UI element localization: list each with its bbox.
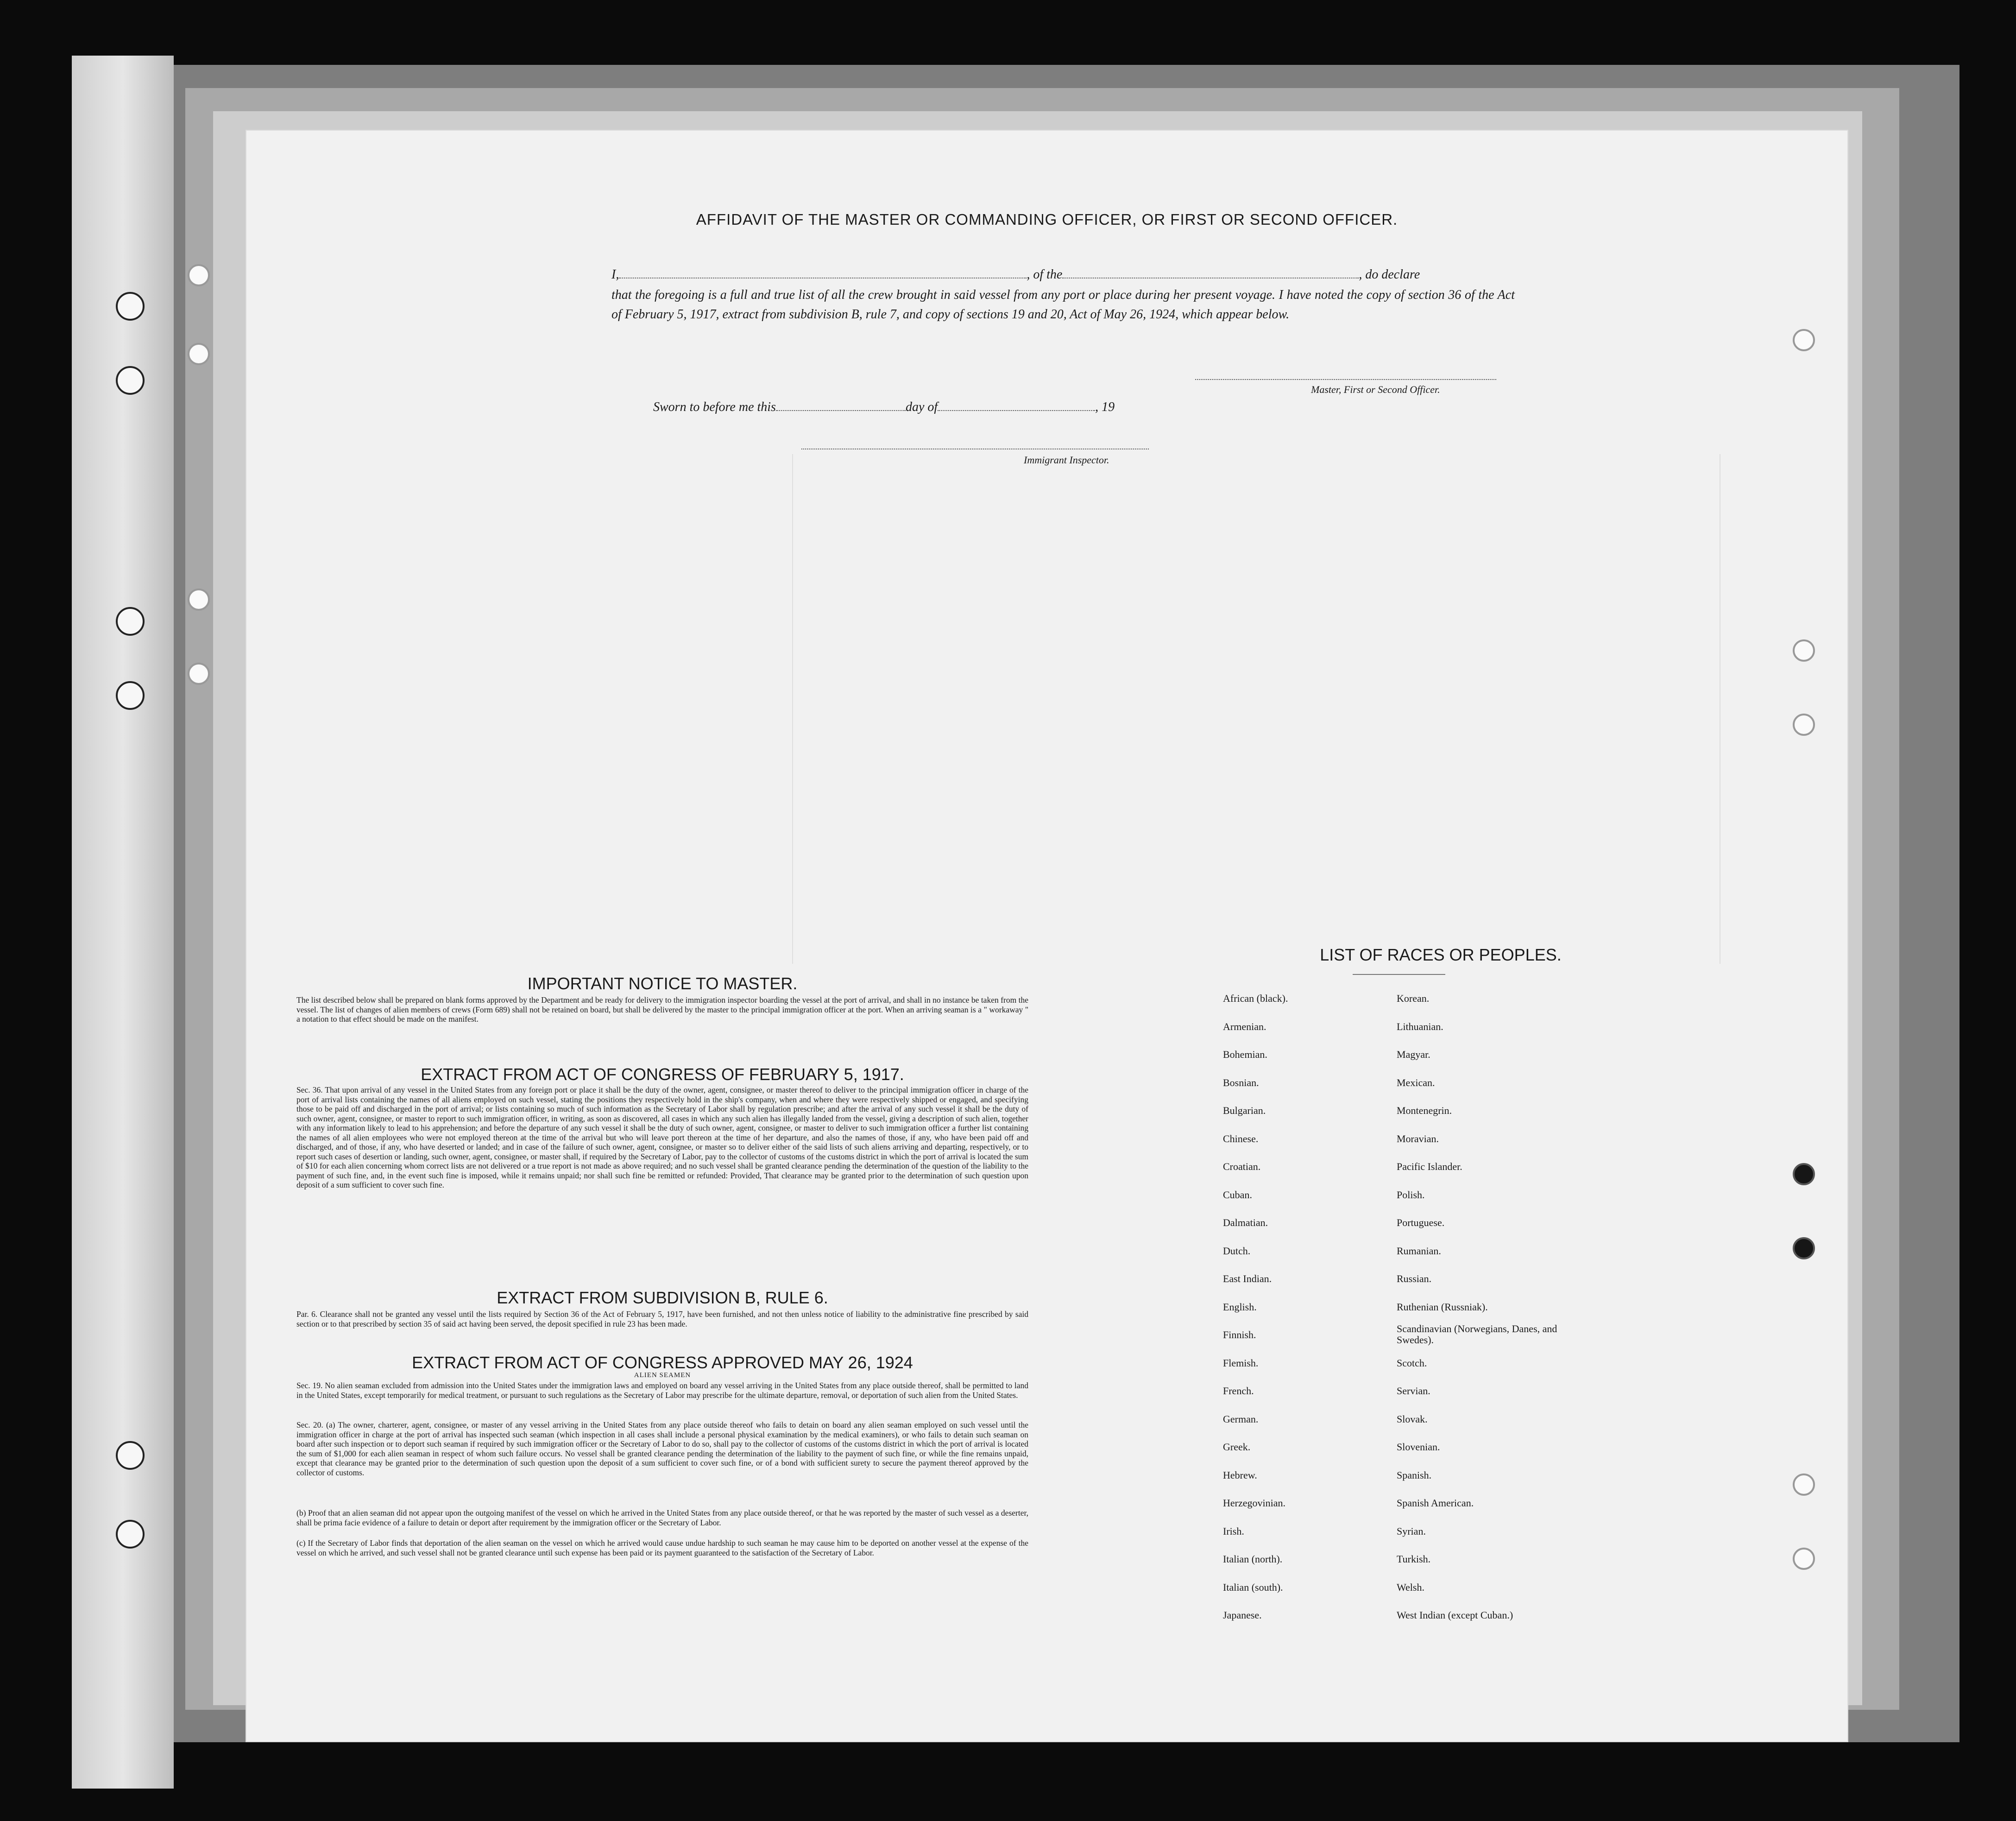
race-item: Turkish. (1397, 1553, 1431, 1565)
race-item: Rumanian. (1397, 1245, 1441, 1257)
race-item: Bohemian. (1223, 1049, 1267, 1060)
sworn-line (653, 398, 1115, 417)
extract-rule6-text: Par. 6. Clearance shall not be granted any vessel until the lists required by Section 36 of the Act of February 5, 1917, have been furnished, and not then unless notice of liability to the administrative fine prescribed by said section or to that prescribed by section 35 of said act having been served, the deposit specified in rule 23 has been made. (296, 1309, 1028, 1328)
affidavit-declaration-line (611, 265, 1760, 285)
extract-rule6-heading: EXTRACT FROM SUBDIVISION B, RULE 6. (497, 1288, 828, 1307)
race-item: German. (1223, 1413, 1259, 1425)
affidavit-do-declare: , do declare (1359, 267, 1420, 282)
year-text: , 19 (1095, 400, 1115, 414)
race-item: Hebrew. (1223, 1469, 1257, 1481)
notice-heading: IMPORTANT NOTICE TO MASTER. (527, 974, 798, 993)
page-hole (188, 343, 210, 365)
page-hole (188, 663, 210, 685)
binder-hole (116, 1520, 145, 1549)
race-item: Portuguese. (1397, 1217, 1445, 1228)
race-item: African (black). (1223, 993, 1288, 1004)
binder-hole (116, 607, 145, 636)
page-hole (188, 264, 210, 286)
race-item: East Indian. (1223, 1273, 1272, 1284)
binder-hole (116, 292, 145, 321)
binder-strip (72, 56, 174, 1789)
race-item: Slovak. (1397, 1413, 1428, 1425)
race-item: Syrian. (1397, 1525, 1426, 1537)
race-item: Finnish. (1223, 1329, 1256, 1340)
page-hole (188, 588, 210, 611)
binder-hole (116, 366, 145, 395)
race-item: Lithuanian. (1397, 1020, 1443, 1032)
race-item: Italian (south). (1223, 1581, 1283, 1593)
race-item: Pacific Islander. (1397, 1161, 1462, 1172)
extract-1917-heading: EXTRACT FROM ACT OF CONGRESS OF FEBRUARY 5, 1917. (421, 1065, 904, 1084)
race-item: Cuban. (1223, 1189, 1252, 1201)
race-item: Slovenian. (1397, 1441, 1440, 1453)
sworn-text: Sworn to before me this (653, 400, 776, 414)
race-item: English. (1223, 1301, 1257, 1313)
race-item: Korean. (1397, 993, 1430, 1004)
race-item: Scandinavian (Norwegians, Danes, and Swedes). (1397, 1323, 1557, 1346)
race-item: West Indian (except Cuban.) (1397, 1609, 1513, 1621)
races-heading: LIST OF RACES OR PEOPLES. (1320, 945, 1562, 964)
extract-1917-text: Sec. 36. That upon arrival of any vessel in the United States from any foreign port or place it shall be the duty of the owner, agent, consignee, or master thereof to deliver to the principal immigration officer in charge of the port of arrival lists containing the names of all aliens employed on such vessel, stating the positions they respectively hold in the ship's company, when and where they were respectively shipped or engaged, and specifying those to be paid off and discharged in the port of arrival; or lists containing so much of such information as the Secretary of Labor shall by regulation prescribe; and after the arrival of any such vessel it shall be the duty of such owner, agent, consignee, or master to report to such immigration officer, in writing, as soon as discovered, all cases in which any such alien has illegally landed from the vessel, giving a description of such alien, together with any information likely to lead to his apprehension; and before the departure of any such vessel it shall be the duty of such owner, agent, consignee, or master to deliver to such immigration officer a further list containing the names of all alien employees who were not employed thereon at the time of the arrival but who will leave port thereon at the time of her departure, and also the names of those, if any, who have been paid off and discharged, and of those, if any, who have deserted or landed; and in case of the failure of such owner, agent, consignee, or master so to deliver either of the said lists of such aliens arriving and departing, respectively, or to report such cases of desertion or landing, such owner, agent, consignee, or master shall, if required by the Secretary of Labor, pay to the collector of customs of the customs district in which the port of arrival is located the sum of $10 for each alien concerning whom correct lists are not delivered or a true report is not made as above required; and no such vessel shall be granted clearance pending the determination of the question of the liability to the payment of such fine, and, in the event such fine is imposed, while it remains unpaid; nor shall such fine be remitted or refunded: Provided, That clearance may be granted prior to the determination of such question upon deposit of a sum sufficient to cover such fine. (296, 1085, 1028, 1189)
affidavit-of-the: , of the (1027, 267, 1063, 282)
race-item: Dutch. (1223, 1245, 1251, 1257)
race-item: Spanish. (1397, 1469, 1432, 1481)
race-item: Moravian. (1397, 1132, 1439, 1144)
page-hole (1793, 1548, 1815, 1570)
affidavit-title: AFFIDAVIT OF THE MASTER OR COMMANDING OFFICER, OR FIRST OR SECOND OFFICER. (696, 211, 1398, 228)
race-item: Italian (north). (1223, 1553, 1283, 1565)
day-of-text: day of (905, 400, 938, 414)
race-item: Chinese. (1223, 1132, 1259, 1144)
binder-hole (116, 681, 145, 710)
master-label: Master, First or Second Officer. (1311, 384, 1440, 395)
sec19-text: Sec. 19. No alien seaman excluded from admission into the United States under the immigration laws and employed on board any vessel arriving in the United States from any place outside thereof, shall be permitted to land in the United States, except temporarily for medical treatment, or pursuant to such regulations as the Secretary of Labor may prescribe for the ultimate departure, removal, or deportation of such alien from the United States. (296, 1381, 1028, 1400)
race-item: Scotch. (1397, 1357, 1427, 1369)
affidavit-i: I, (611, 267, 619, 282)
race-item: Montenegrin. (1397, 1105, 1452, 1116)
race-item: Bulgarian. (1223, 1105, 1266, 1116)
affidavit-body: that the foregoing is a full and true list of all the crew brought in said vessel from any port or place during her present voyage. I have noted the copy of section 36 of the Act of February 5, 1917, extract from subdivision B, rule 7, and copy of sections 19 and 20, Act of May 26, 1924, which appear below. (611, 288, 1515, 322)
race-item: Mexican. (1397, 1076, 1435, 1088)
extract-1924-heading: EXTRACT FROM ACT OF CONGRESS APPROVED MAY 26, 1924 (412, 1353, 913, 1372)
race-item: Servian. (1397, 1385, 1430, 1397)
race-item: Polish. (1397, 1189, 1425, 1201)
race-item: Magyar. (1397, 1049, 1430, 1060)
page-hole (1793, 1237, 1815, 1259)
race-item: Ruthenian (Russniak). (1397, 1301, 1488, 1313)
race-item: Croatian. (1223, 1161, 1261, 1172)
races-divider (1353, 974, 1445, 975)
notice-text: The list described below shall be prepared on blank forms approved by the Department and be ready for delivery to the immigration inspector boarding the vessel at the port of arrival, and shall in no instance be taken from the vessel. The list of changes of alien members of crews (Form 689) shall not be retained on board, but shall be delivered by the master to the principal immigration officer at the port. When an arriving seaman is a " workaway " a notation to that effect should be made on the manifest. (296, 995, 1028, 1024)
binder-hole (116, 1441, 145, 1470)
manifest-page (246, 130, 1848, 1742)
page-hole (1793, 1473, 1815, 1496)
race-item: Armenian. (1223, 1020, 1266, 1032)
race-item: Russian. (1397, 1273, 1432, 1284)
race-item: French. (1223, 1385, 1254, 1397)
page-hole (1793, 1163, 1815, 1185)
sec20b-text: (b) Proof that an alien seaman did not appear upon the outgoing manifest of the vessel on which he arrived in the United States from any place outside thereof, or that he was reported by the master of such vessel as a deserter, shall be prima facie evidence of a failure to detain or deport after requirement by the immigration officer or the Secretary of Labor. (296, 1508, 1028, 1527)
race-item: Flemish. (1223, 1357, 1259, 1369)
race-item: Irish. (1223, 1525, 1244, 1537)
extract-1924-subheading: ALIEN SEAMEN (634, 1372, 691, 1379)
race-item: Dalmatian. (1223, 1217, 1268, 1228)
race-item: Welsh. (1397, 1581, 1424, 1593)
bleed-through-shadow (792, 454, 1720, 964)
master-signature-line (1195, 379, 1496, 380)
page-hole (1793, 639, 1815, 662)
sec20a-text: Sec. 20. (a) The owner, charterer, agent, consignee, or master of any vessel arriving in the United States from any place outside thereof who fails to detain on board any alien seaman employed on such vessel until the immigration officer in charge at the port of arrival has inspected such seaman (which inspection in all cases shall include a personal physical examination by the medical examiners), or who fails to detain such seaman on board after such inspection or to deport such seaman if required by such immigration officer or the Secretary of Labor to do so, shall pay to the collector of customs of the customs district in which the port of arrival is located the sum of $1,000 for each alien seaman in respect of whom such failure occurs. No vessel shall be granted clearance pending the determination of the liability to the payment of such fine, or while the fine remains unpaid, except that clearance may be granted prior to the determination of such question upon the deposit of a sum sufficient to cover such fine, or of a bond with sufficient surety to secure the payment thereof approved by the collector of customs. (296, 1420, 1028, 1477)
sec20c-text: (c) If the Secretary of Labor finds that deportation of the alien seaman on the vessel on which he arrived would cause undue hardship to such seaman he may cause him to be deported on another vessel at the expense of the vessel on which he arrived, and such vessel shall not be granted clearance until such expense has been paid or its payment guaranteed to the satisfaction of the Secretary of Labor. (296, 1538, 1028, 1557)
race-item: Japanese. (1223, 1609, 1262, 1621)
race-item: Spanish American. (1397, 1497, 1474, 1509)
race-item: Bosnian. (1223, 1076, 1259, 1088)
race-item: Greek. (1223, 1441, 1251, 1453)
inspector-label: Immigrant Inspector. (1024, 454, 1109, 466)
page-hole (1793, 714, 1815, 736)
page-hole (1793, 329, 1815, 351)
race-item: Herzegovinian. (1223, 1497, 1285, 1509)
